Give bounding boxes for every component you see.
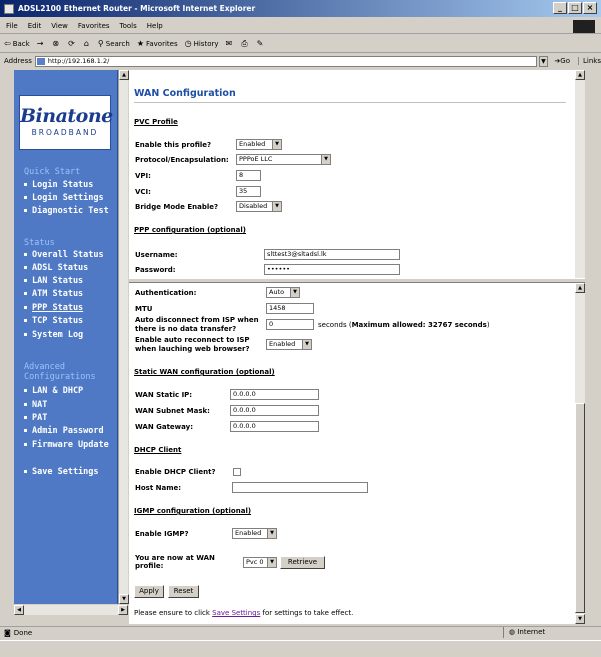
host-name-label: Host Name: [135, 484, 182, 492]
wan-profile-label: You are now at WAN profile: [135, 554, 215, 570]
nav-save-settings[interactable]: Save Settings [24, 467, 99, 477]
stop-button[interactable] [52, 39, 61, 48]
print-icon: ⎙ [241, 38, 248, 48]
window-title: ADSL2100 Ethernet Router - Microsoft Internet Explorer [18, 4, 256, 13]
links-button[interactable]: Links [578, 57, 601, 65]
enable-profile-select[interactable]: Enabled ▼ [236, 139, 282, 150]
back-arrow-icon: ⇦ [4, 39, 11, 48]
dropdown-arrow-icon: ▼ [267, 558, 276, 567]
auto-disconnect-input[interactable]: 0 [266, 319, 314, 330]
enable-profile-label: Enable this profile? [135, 141, 212, 149]
reset-button[interactable]: Reset [168, 585, 199, 598]
history-icon: ◷ [184, 39, 192, 48]
status-text: Done [13, 629, 33, 637]
search-button[interactable]: ⚲ Search [97, 39, 130, 48]
bullet-icon [24, 266, 27, 269]
mtu-label: MTU [135, 305, 153, 313]
retrieve-button[interactable]: Retrieve [280, 556, 325, 569]
scroll-up-icon[interactable]: ▲ [575, 70, 585, 80]
page-icon [37, 58, 45, 65]
auto-disconnect-label: Auto disconnect from ISP when there is no data transfer? [135, 316, 259, 333]
bullet-icon [24, 253, 27, 256]
nav-tcp-status[interactable]: TCP Status [24, 316, 83, 326]
refresh-icon: ⟳ [68, 39, 75, 48]
window-titlebar [0, 0, 601, 17]
go-arrow-icon: ➔ [554, 57, 561, 65]
vci-input[interactable]: 35 [236, 186, 261, 197]
protocol-label: Protocol/Encapsulation: [135, 156, 229, 164]
bullet-icon [24, 209, 27, 212]
scroll-up-icon[interactable]: ▲ [119, 70, 129, 80]
favorites-button[interactable]: ★ Favorites [136, 39, 178, 48]
bullet-icon [24, 443, 27, 446]
nav-login-status[interactable]: Login Status [24, 180, 93, 190]
save-hint: Please ensure to click Save Settings for settings to take effect. [134, 609, 354, 617]
nav-pat[interactable]: PAT [24, 413, 47, 423]
menu-edit[interactable]: Edit [27, 21, 42, 30]
home-button[interactable] [84, 39, 91, 48]
nav-diagnostic-test[interactable]: Diagnostic Test [24, 206, 109, 216]
nav-adsl-status[interactable]: ADSL Status [24, 263, 88, 273]
title-divider [134, 102, 566, 103]
address-label: Address [4, 57, 32, 65]
password-label: Password: [135, 266, 176, 274]
back-button[interactable]: ⇦ Back [4, 39, 30, 48]
wan-static-ip-label: WAN Static IP: [135, 391, 193, 399]
vpi-label: VPI: [135, 172, 151, 180]
page-title: WAN Configuration [134, 88, 236, 99]
apply-button[interactable]: Apply [134, 585, 164, 598]
stop-icon: ⊗ [52, 39, 60, 48]
enable-dhcp-checkbox[interactable] [233, 468, 241, 476]
search-icon: ⚲ [97, 39, 104, 48]
authentication-label: Authentication: [135, 289, 197, 297]
nav-atm-status[interactable]: ATM Status [24, 289, 83, 299]
menu-bar [0, 18, 601, 34]
address-dropdown-icon[interactable]: ▼ [539, 56, 549, 67]
forward-arrow-icon: → [36, 39, 44, 48]
bullet-icon [24, 333, 27, 336]
close-button[interactable]: × [583, 2, 597, 14]
edit-button[interactable] [257, 39, 266, 48]
dropdown-arrow-icon: ▼ [321, 155, 330, 164]
bullet-icon [24, 319, 27, 322]
top-frame-scrollbar[interactable] [575, 70, 585, 278]
binatone-logo [19, 95, 111, 150]
bullet-icon [24, 279, 27, 282]
wan-gateway-input[interactable]: 0.0.0.0 [230, 421, 319, 432]
nav-overall-status[interactable]: Overall Status [24, 250, 104, 260]
scroll-left-icon[interactable]: ◀ [14, 605, 24, 615]
auto-reconnect-select[interactable]: Enabled ▼ [266, 339, 312, 350]
forward-button[interactable] [37, 39, 46, 48]
taskbar [0, 640, 601, 657]
bullet-icon [24, 416, 27, 419]
content-frame-top [129, 70, 575, 278]
section-pvc-profile: PVC Profile [134, 118, 178, 126]
bullet-icon [24, 429, 27, 432]
bullet-icon [24, 403, 27, 406]
nav-lan-dhcp[interactable]: LAN & DHCP [24, 386, 83, 396]
username-label: Username: [135, 251, 178, 259]
nav-heading-status: Status [24, 238, 55, 248]
navigation-frame [14, 70, 118, 604]
refresh-button[interactable] [68, 39, 77, 48]
bullet-icon [24, 183, 27, 186]
browser-toolbar [0, 35, 601, 53]
nav-system-log[interactable]: System Log [24, 330, 83, 340]
ie-icon [4, 4, 14, 14]
dropdown-arrow-icon: ▼ [267, 529, 276, 538]
menu-view[interactable]: View [51, 21, 68, 30]
favorites-icon: ★ [136, 39, 144, 48]
security-zone [503, 627, 595, 638]
wan-static-ip-input[interactable]: 0.0.0.0 [230, 389, 319, 400]
page-done-icon: ◙ [4, 629, 11, 637]
address-bar [0, 54, 601, 68]
scroll-right-icon[interactable]: ▶ [118, 605, 128, 615]
bullet-icon [24, 470, 27, 473]
windows-logo-icon [573, 20, 595, 33]
wan-profile-select[interactable]: Pvc 0 ▼ [243, 557, 277, 568]
home-icon: ⌂ [83, 39, 89, 48]
zone-text: Internet [517, 628, 546, 636]
content-frame-bottom [129, 283, 575, 624]
address-url: http://192.168.1.2/ [47, 56, 110, 65]
history-button[interactable]: ◷ History [184, 39, 219, 48]
nav-ppp-status[interactable]: PPP Status [24, 303, 83, 313]
dropdown-arrow-icon: ▼ [272, 140, 281, 149]
bridge-mode-label: Bridge Mode Enable? [135, 203, 219, 211]
mail-icon: ✉ [225, 39, 233, 48]
authentication-select[interactable]: Auto ▼ [266, 287, 300, 298]
dropdown-arrow-icon: ▼ [302, 340, 311, 349]
scroll-down-icon[interactable]: ▼ [575, 614, 585, 624]
window-controls [553, 2, 597, 14]
print-button[interactable] [241, 39, 249, 49]
nav-firmware-update[interactable]: Firmware Update [24, 440, 109, 450]
nav-heading-advanced: Advanced Configurations [24, 362, 96, 382]
username-input[interactable]: slttest3@sltadsl.lk [264, 249, 400, 260]
section-igmp: IGMP configuration (optional) [134, 507, 252, 515]
nav-admin-password[interactable]: Admin Password [24, 426, 104, 436]
bullet-icon [24, 389, 27, 392]
vpi-input[interactable]: 8 [236, 170, 261, 181]
nav-login-settings[interactable]: Login Settings [24, 193, 104, 203]
menu-file[interactable]: File [6, 21, 18, 30]
enable-dhcp-label: Enable DHCP Client? [135, 468, 216, 476]
bridge-mode-select[interactable]: Disabled ▼ [236, 201, 282, 212]
minimize-button[interactable]: _ [553, 2, 567, 14]
nav-nat[interactable]: NAT [24, 400, 47, 410]
logo-tagline: BROADBAND [31, 128, 99, 137]
address-input[interactable] [35, 56, 537, 67]
scroll-thumb[interactable] [575, 403, 585, 613]
nav-vertical-scrollbar[interactable] [118, 70, 128, 604]
wan-gateway-label: WAN Gateway: [135, 423, 194, 431]
nav-heading-quick-start: Quick Start [24, 167, 81, 177]
section-ppp-config: PPP configuration (optional) [134, 226, 246, 234]
dropdown-arrow-icon: ▼ [272, 202, 281, 211]
password-input[interactable]: •••••• [264, 264, 400, 275]
bullet-icon [24, 292, 27, 295]
enable-igmp-label: Enable IGMP? [135, 530, 189, 538]
wan-subnet-mask-input[interactable]: 0.0.0.0 [230, 405, 319, 416]
menu-tools[interactable]: Tools [119, 21, 137, 30]
wan-subnet-mask-label: WAN Subnet Mask: [135, 407, 210, 415]
vci-label: VCI: [135, 188, 151, 196]
go-button[interactable]: ➔Go [554, 57, 571, 65]
scroll-down-icon[interactable]: ▼ [119, 594, 129, 604]
maximize-button[interactable]: □ [568, 2, 582, 14]
menu-favorites[interactable]: Favorites [77, 21, 110, 30]
bullet-icon [24, 196, 27, 199]
save-settings-link[interactable]: Save Settings [212, 609, 261, 617]
bullet-icon [24, 306, 27, 309]
mtu-input[interactable]: 1458 [266, 303, 314, 314]
globe-icon: ◍ [509, 628, 516, 636]
section-static-wan: Static WAN configuration (optional) [134, 368, 275, 376]
nav-lan-status[interactable]: LAN Status [24, 276, 83, 286]
auto-disconnect-note: seconds (Maximum allowed: 32767 seconds) [318, 321, 490, 329]
edit-icon: ✎ [256, 39, 264, 48]
protocol-select[interactable]: PPPoE LLC ▼ [236, 154, 331, 165]
menu-help[interactable]: Help [146, 21, 163, 30]
host-name-input[interactable] [232, 482, 368, 493]
nav-horizontal-scrollbar[interactable] [14, 605, 128, 615]
logo-name: Binatone [20, 105, 113, 127]
bottom-frame-scrollbar[interactable] [575, 283, 585, 624]
auto-reconnect-label: Enable auto reconnect to ISP when lauching web browser? [135, 336, 250, 353]
scroll-up-icon[interactable]: ▲ [575, 283, 585, 293]
dropdown-arrow-icon: ▼ [290, 288, 299, 297]
section-dhcp-client: DHCP Client [134, 446, 182, 454]
enable-igmp-select[interactable]: Enabled ▼ [232, 528, 277, 539]
mail-button[interactable] [226, 39, 235, 48]
